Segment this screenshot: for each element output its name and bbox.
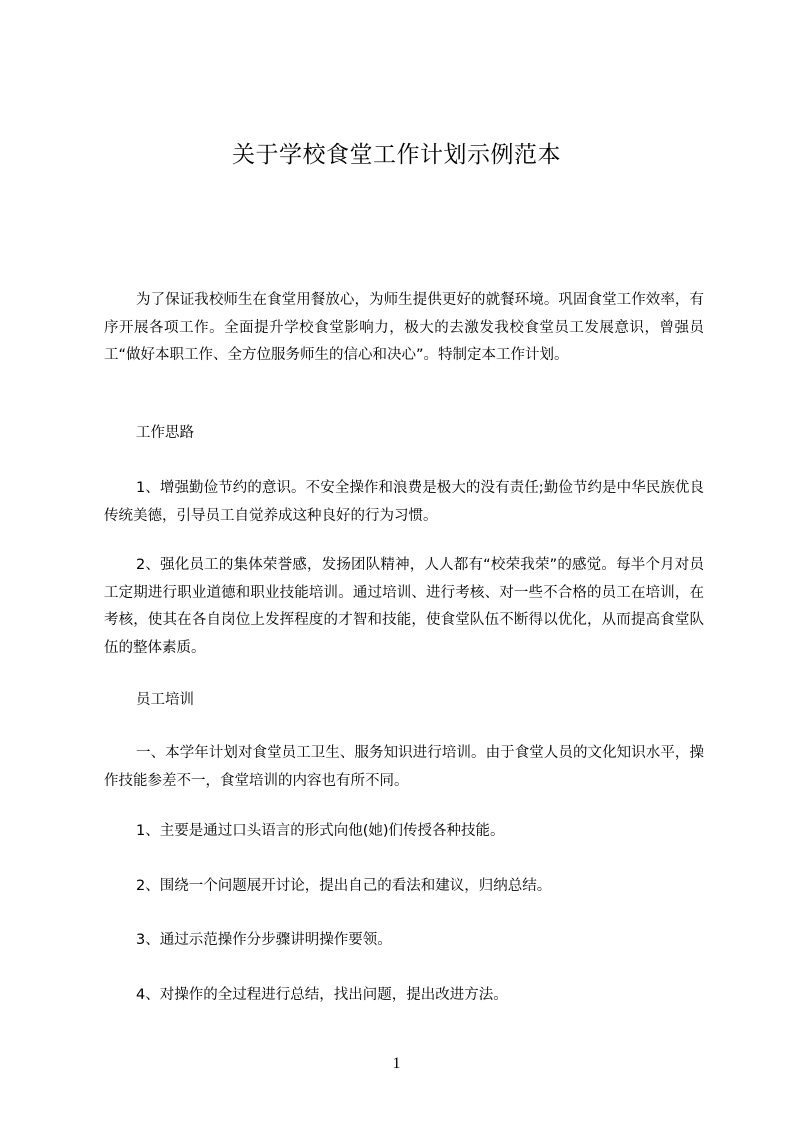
training-method-item: 1、主要是通过口头语言的形式向他(她)们传授各种技能。 xyxy=(136,823,505,839)
section-heading-work-approach: 工作思路 xyxy=(136,425,194,441)
training-method-item: 2、围绕一个问题展开讨论，提出自己的看法和建议，归纳总结。 xyxy=(136,878,552,894)
training-method-item: 4、对操作的全过程进行总结，找出问题，提出改进方法。 xyxy=(136,987,508,1003)
section-heading-staff-training: 员工培训 xyxy=(136,692,194,708)
intro-paragraph: 为了保证我校师生在食堂用餐放心，为师生提供更好的就餐环境。巩固食堂工作效率，有序开展各项工作。全面提升学校食堂影响力，极大的去激发我校食堂员工发展意识，曾强员工“做好本职工作、全方位服务师生的信心和决心”。特制定本工作计划。 xyxy=(104,292,704,363)
training-method-item: 3、通过示范操作分步骤讲明操作要领。 xyxy=(136,932,392,948)
page-number: 1 xyxy=(392,1055,401,1072)
document-title: 关于学校食堂工作计划示例范本 xyxy=(232,142,561,168)
staff-training-intro: 一、本学年计划对食堂员工卫生、服务知识进行培训。由于食堂人员的文化知识水平，操作技能参差不一，食堂培训的内容也有所不同。 xyxy=(104,745,704,789)
work-approach-item-1: 1、增强勤俭节约的意识。不安全操作和浪费是极大的没有责任;勤俭节约是中华民族优良传统美德，引导员工自觉养成这种良好的行为习惯。 xyxy=(104,480,704,524)
work-approach-item-2: 2、强化员工的集体荣誉感，发扬团队精神，人人都有“校荣我荣”的感觉。每半个月对员工定期进行职业道德和职业技能培训。通过培训、进行考核、对一些不合格的员工在培训，在考核，使其在各自岗位上发挥程度的才智和技能，使食堂队伍不断得以优化，从而提高食堂队伍的整体素质。 xyxy=(104,557,704,656)
